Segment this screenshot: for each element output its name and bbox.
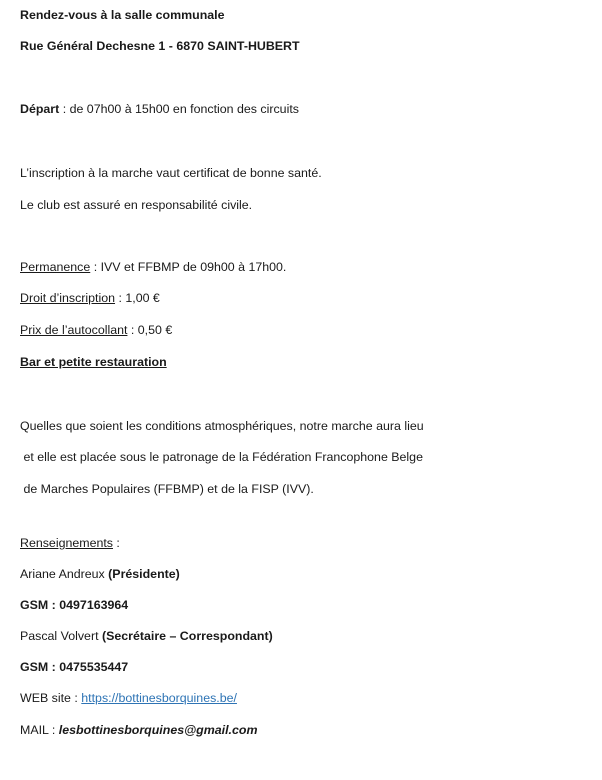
sticker-text: : 0,50 €: [127, 323, 173, 337]
contact-name: Ariane Andreux: [20, 567, 109, 581]
fee-text: : 1,00 €: [115, 291, 160, 305]
insurance-line: Le club est assuré en responsabilité civile.: [20, 198, 253, 212]
health-line: L’inscription à la marche vaut certificat de bonne santé.: [20, 166, 322, 180]
mail-address: lesbottinesborquines@gmail.com: [58, 723, 258, 737]
mail-label: MAIL :: [20, 723, 59, 737]
depart-text: : de 07h00 à 15h00 en fonction des circuits: [59, 102, 299, 116]
web-label: WEB site :: [20, 691, 82, 705]
permanence-label: Permanence: [20, 260, 91, 274]
depart-line: [20, 101, 299, 117]
sticker-line: [20, 322, 172, 338]
web-link[interactable]: https://bottinesborquines.be/: [81, 691, 237, 705]
contact-secretary-gsm: [20, 659, 128, 675]
gsm-label: GSM :: [20, 660, 60, 674]
info-label: Renseignements: [20, 536, 113, 550]
bar-line: Bar et petite restauration: [20, 355, 167, 369]
mail-line: [20, 722, 257, 738]
contact-role: (Secrétaire – Correspondant): [101, 629, 273, 643]
contact-president: [20, 566, 180, 582]
info-line: [20, 535, 120, 551]
weather-line-3: de Marches Populaires (FFBMP) et de la FISP (IVV).: [20, 482, 314, 496]
contact-name: Pascal Volvert: [20, 629, 102, 643]
sticker-label: Prix de l’autocollant: [20, 323, 128, 337]
gsm-number: 0475535447: [59, 660, 129, 674]
contact-president-gsm: [20, 597, 128, 613]
fee-line: [20, 290, 160, 306]
permanence-line: [20, 259, 286, 275]
gsm-label: GSM :: [20, 598, 60, 612]
rendezvous-line: Rendez-vous à la salle communale: [20, 8, 225, 22]
contact-secretary: [20, 628, 273, 644]
address-line: Rue Général Dechesne 1 - 6870 SAINT-HUBERT: [20, 39, 300, 53]
contact-role: (Présidente): [108, 567, 180, 581]
weather-line-1: Quelles que soient les conditions atmosphériques, notre marche aura lieu: [20, 419, 424, 433]
web-line: [20, 690, 237, 706]
permanence-text: : IVV et FFBMP de 09h00 à 17h00.: [90, 260, 287, 274]
info-text: :: [112, 536, 120, 550]
depart-label: Départ: [20, 102, 60, 116]
fee-label: Droit d’inscription: [20, 291, 116, 305]
weather-line-2: et elle est placée sous le patronage de la Fédération Francophone Belge: [20, 450, 423, 464]
gsm-number: 0497163964: [59, 598, 129, 612]
